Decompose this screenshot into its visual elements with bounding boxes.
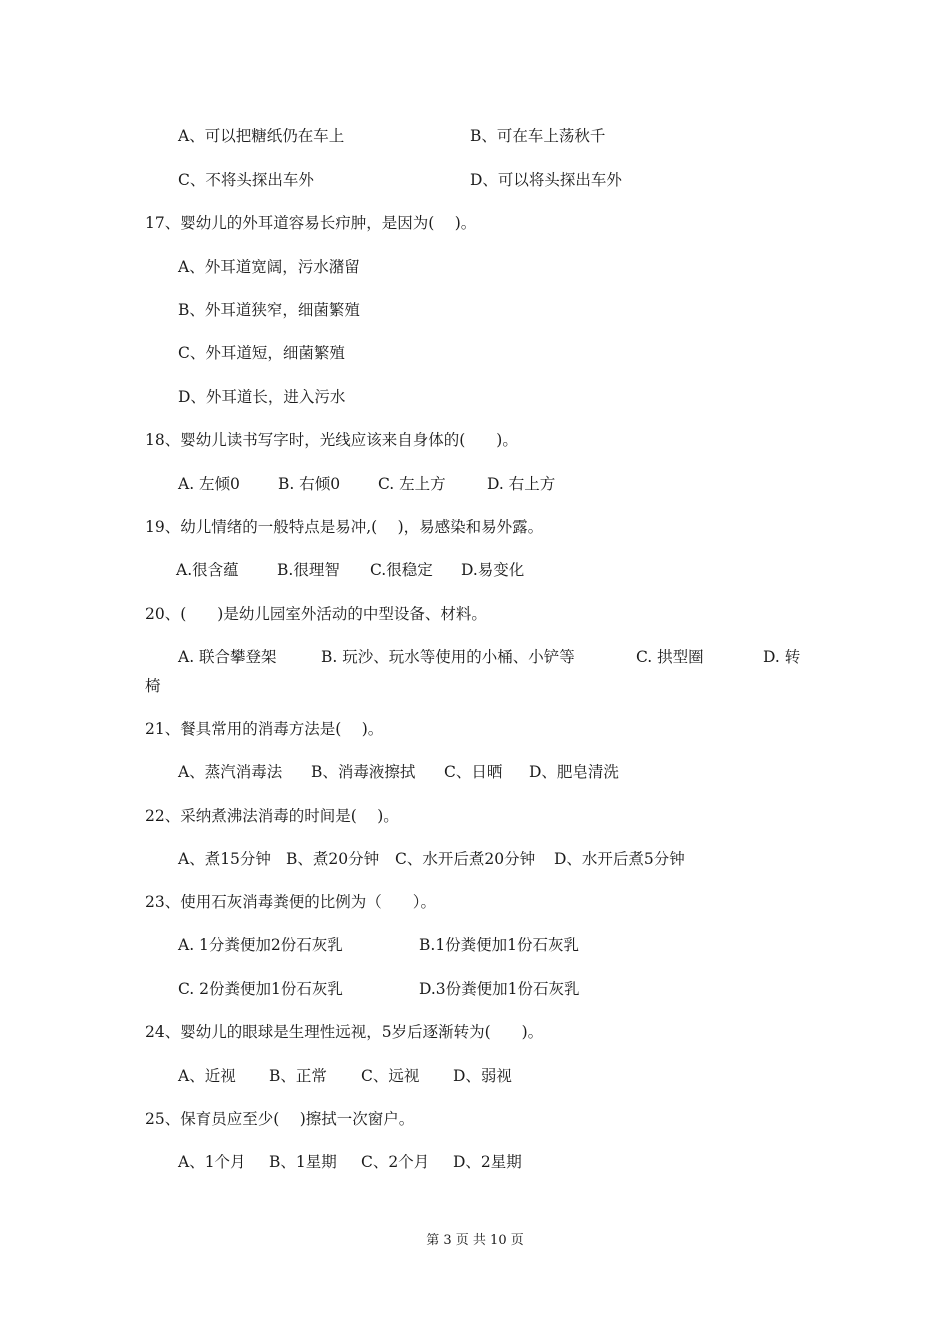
option-d: D、外耳道长，进入污水 [178, 388, 346, 406]
option-d: D、水开后煮5分钟 [554, 850, 685, 868]
question-stem: 17、婴幼儿的外耳道容易长疖肿，是因为( )。 [145, 214, 477, 232]
option-c: C、远视 [361, 1067, 420, 1085]
option-a: A. 联合攀登架 [178, 648, 277, 666]
option-d: D. 转 [763, 648, 801, 666]
option-c: C. 左上方 [378, 475, 446, 493]
option-a: A、外耳道宽阔，污水潴留 [178, 258, 360, 276]
option-b: B、消毒液擦拭 [311, 763, 416, 781]
question-stem: 19、幼儿情绪的一般特点是易冲,( )，易感染和易外露。 [145, 518, 544, 536]
option-d: D、弱视 [453, 1067, 512, 1085]
option-c: C、外耳道短，细菌繁殖 [178, 344, 345, 362]
option-d: D.易变化 [461, 561, 525, 579]
option-d: D、2星期 [453, 1153, 522, 1171]
option-a: A、可以把糖纸仍在车上 [178, 127, 345, 145]
option-a: A. 1分粪便加2份石灰乳 [178, 936, 343, 954]
option-d: D、可以将头探出车外 [470, 171, 622, 189]
option-b: B、外耳道狭窄，细菌繁殖 [178, 301, 360, 319]
question-stem: 25、保育员应至少( )擦拭一次窗户。 [145, 1110, 415, 1128]
question-stem: 22、采纳煮沸法消毒的时间是( )。 [145, 807, 399, 825]
question-stem: 23、使用石灰消毒粪便的比例为（ ）。 [145, 893, 436, 911]
option-b: B、可在车上荡秋千 [470, 127, 606, 145]
question-stem: 21、餐具常用的消毒方法是( )。 [145, 720, 384, 738]
option-a: A. 左倾0 [178, 475, 240, 493]
question-stem: 24、婴幼儿的眼球是生理性远视，5岁后逐渐转为( )。 [145, 1023, 544, 1041]
option-b: B.很理智 [277, 561, 340, 579]
option-a: A、蒸汽消毒法 [178, 763, 283, 781]
option-b: B. 右倾0 [278, 475, 341, 493]
option-c: C. 2份粪便加1份石灰乳 [178, 980, 343, 998]
option-d-wrap: 椅 [145, 677, 161, 695]
option-c: C、2个月 [361, 1153, 430, 1171]
option-c: C. 拱型圈 [636, 648, 704, 666]
option-b: B、1星期 [269, 1153, 337, 1171]
option-a: A、近视 [178, 1067, 236, 1085]
option-d: D、肥皂清洗 [529, 763, 619, 781]
option-b: B、正常 [269, 1067, 327, 1085]
option-c: C.很稳定 [370, 561, 433, 579]
question-stem: 20、( )是幼儿园室外活动的中型设备、材料。 [145, 605, 487, 623]
option-a: A.很含蕴 [176, 561, 239, 579]
question-stem: 18、婴幼儿读书写字时，光线应该来自身体的( )。 [145, 431, 518, 449]
option-b: B、煮20分钟 [286, 850, 380, 868]
option-d: D. 右上方 [487, 475, 556, 493]
option-b: B.1份粪便加1份石灰乳 [419, 936, 580, 954]
option-c: C、日晒 [444, 763, 503, 781]
option-b: B. 玩沙、玩水等使用的小桶、小铲等 [321, 648, 575, 666]
page-number-footer: 第 3 页 共 10 页 [426, 1233, 524, 1248]
option-a: A、煮15分钟 [178, 850, 271, 868]
option-c: C、水开后煮20分钟 [395, 850, 536, 868]
option-c: C、不将头探出车外 [178, 171, 314, 189]
option-a: A、1个月 [178, 1153, 246, 1171]
option-d: D.3份粪便加1份石灰乳 [419, 980, 580, 998]
